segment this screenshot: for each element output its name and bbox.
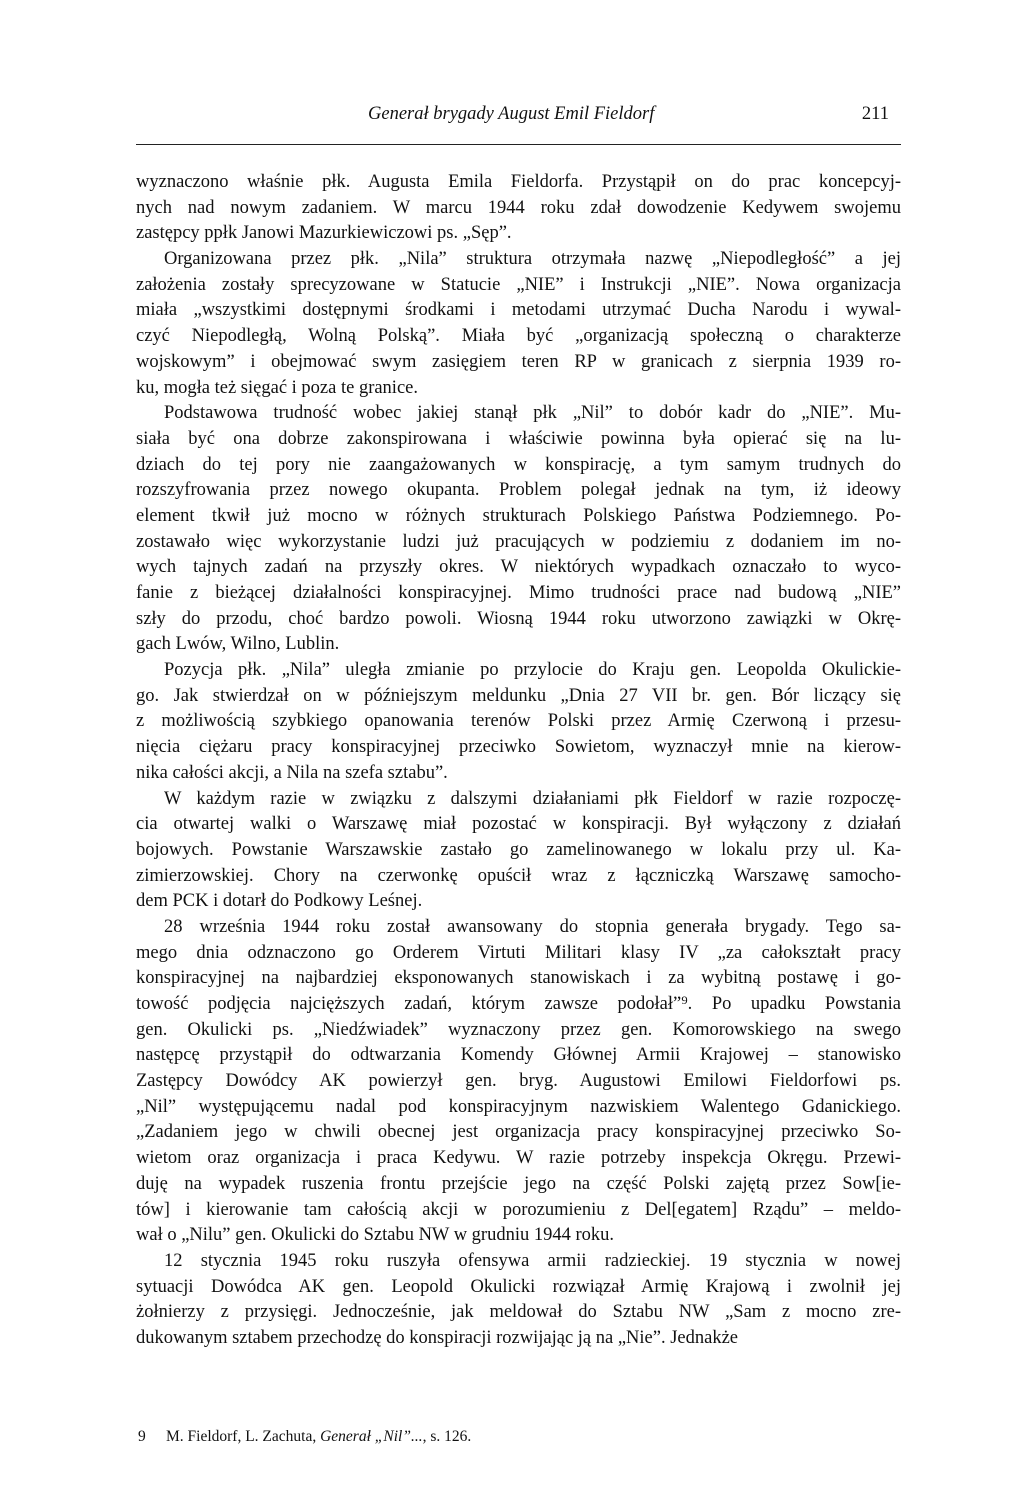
text-line: fanie z bieżącej działalności konspiracyjnej. Mimo trudności prace nad budową „NIE”: [136, 583, 901, 603]
text-line: ku, mogła też sięgać i poza te granice.: [136, 377, 418, 398]
text-line: „Zadaniem jego w chwili obecnej jest organizacja pracy konspiracyjnej przeciwko So-: [136, 1122, 901, 1143]
text-line: dem PCK i dotarł do Podkowy Leśnej.: [136, 891, 423, 912]
header-rule: [136, 144, 901, 145]
text-line: żołnierzy z przysięgi. Jednocześnie, jak meldował do Sztabu NW „Sam z mocno zre-: [136, 1302, 901, 1323]
paragraph: [136, 787, 901, 915]
text-line: zimierzowskiej. Chory na czerwonkę opuścił wraz z łączniczką Warszawę samocho-: [136, 865, 901, 886]
text-line: bojowych. Powstanie Warszawskie zastało go zamelinowanego w lokalu przy ul. Ka-: [136, 839, 901, 860]
text-line: wyznaczono właśnie płk. Augusta Emila Fieldorfa. Przystąpił on do prac koncepcyj-: [136, 172, 901, 192]
text-line: cia otwartej walki o Warszawę miał pozostać w konspiracji. Był wyłączony z działań: [136, 814, 901, 835]
text-line: założenia zostały sprecyzowane w Statucie „NIE” i Instrukcji „NIE”. Nowa organizacja: [136, 274, 901, 295]
text-line: z możliwością szybkiego opanowania terenów Polski przez Armię Czerwoną i przesu-: [136, 711, 901, 732]
paragraph: [136, 247, 901, 401]
footnote-number: 9: [138, 1428, 146, 1445]
text-line: następcę przystąpił do odtwarzania Komendy Głównej Armii Krajowej – stanowisko: [136, 1045, 901, 1066]
text-line: gach Lwów, Wilno, Lublin.: [136, 634, 340, 655]
text-line: dukowanym sztabem przechodzę do konspiracji rozwijając ją na „Nie”. Jednakże: [136, 1327, 739, 1348]
text-line: Zastępcy Dowódcy AK powierzył gen. bryg. Augustowi Emilowi Fieldorfowi ps.: [136, 1071, 901, 1092]
text-line: sytuacji Dowódca AK gen. Leopold Okulicki rozwiązał Armię Krajową i zwolnił jej: [136, 1276, 901, 1297]
text-line: konspiracyjnej na najbardziej eksponowanych stanowiskach i za wybitną postawę i go-: [136, 968, 901, 989]
text-line: wał o „Nilu” gen. Okulicki do Sztabu NW w grudniu 1944 roku.: [136, 1225, 615, 1246]
text-line: go. Jak stwierdzał on w późniejszym meldunku „Dnia 27 VII br. gen. Bór liczący się: [136, 685, 901, 706]
text-line: czyć Niepodległą, Wolną Polską”. Miała być „organizacją społeczną o charakterze: [136, 326, 901, 347]
text-line: mego dnia odznaczono go Orderem Virtuti Militari klasy IV „za całokształt pracy: [136, 942, 901, 963]
running-title: Generał brygady August Emil Fieldorf: [368, 104, 655, 124]
paragraph: [136, 401, 901, 658]
text-line: rozszyfrowania przez nowego okupanta. Problem polegał jednak na tym, iż ideowy: [136, 480, 901, 501]
text-line: 12 stycznia 1945 roku ruszyła ofensywa armii radzieckiej. 19 stycznia w nowej: [164, 1250, 901, 1271]
text-line: zastępcy ppłk Janowi Mazurkiewiczowi ps. „Sęp”.: [136, 223, 512, 244]
text-line: dziach do tej pory nie zaangażowanych w konspirację, a tym samym trudnych do: [136, 454, 901, 475]
text-line: „Nil” występującemu nadal pod konspiracyjnym nazwiskiem Walentego Gdanickiego.: [136, 1096, 901, 1117]
text-line: Podstawowa trudność wobec jakiej stanął płk „Nil” to dobór kadr do „NIE”. Mu-: [164, 403, 901, 424]
text-line: siała być ona dobrze zakonspirowana i właściwie powinna była opierać się na lu-: [136, 428, 901, 449]
paragraph: [136, 170, 901, 247]
footnote-text-after: , s. 126.: [422, 1428, 472, 1445]
text-line: wych tajnych zadań na przyszły okres. W niektórych wypadkach oznaczało to wyco-: [136, 557, 901, 578]
footnote-text-before: M. Fieldorf, L. Zachuta,: [166, 1428, 321, 1445]
paragraph: [136, 658, 901, 786]
text-line: towość podjęcia najcięższych zadań, którym zawsze podołał”⁹. Po upadku Powstania: [136, 994, 901, 1014]
running-header: [136, 104, 901, 150]
text-line: szły do przodu, choć bardzo powoli. Wiosną 1944 roku utworzono zawiązki w Okrę-: [136, 608, 901, 629]
text-line: gen. Okulicki ps. „Niedźwiadek” wyznaczony przez gen. Komorowskiego na swego: [136, 1019, 901, 1040]
text-line: element tkwił już mocno w różnych strukturach Polskiego Państwa Podziemnego. Po-: [136, 505, 901, 526]
text-line: nięcia ciężaru pracy konspiracyjnej przeciwko Sowietom, wyznaczył mnie na kierow-: [136, 737, 901, 758]
text-line: duję na wypadek ruszenia frontu przejście jego na część Polski zajętą przez Sow[ie-: [136, 1173, 901, 1194]
text-line: wietom oraz organizacja i praca Kedywu. W razie potrzeby inspekcja Okręgu. Przewi-: [136, 1148, 901, 1169]
text-line: 28 września 1944 roku został awansowany do stopnia generała brygady. Tego sa-: [164, 916, 901, 937]
body-text: [136, 170, 901, 1352]
text-line: Organizowana przez płk. „Nila” struktura otrzymała nazwę „Niepodległość” a jej: [164, 249, 901, 270]
footnote-title: Generał „Nil”...: [320, 1428, 423, 1445]
text-line: Pozycja płk. „Nila” uległa zmianie po przylocie do Kraju gen. Leopolda Okulickie-: [164, 660, 901, 681]
text-line: wojskowym” i obejmować swym zasięgiem teren RP w granicach z sierpnia 1939 ro-: [136, 351, 901, 372]
page-number: 211: [861, 104, 889, 124]
text-line: zostawało więc wykorzystanie ludzi już pracujących w podziemiu z dodaniem im no-: [136, 531, 901, 552]
footnote: [138, 1428, 471, 1446]
text-line: W każdym razie w związku z dalszymi działaniami płk Fieldorf w razie rozpoczę-: [164, 788, 901, 809]
paragraph: [136, 1249, 901, 1352]
paragraph: [136, 915, 901, 1249]
text-line: nych nad nowym zadaniem. W marcu 1944 roku zdał dowodzenie Kedywem swojemu: [136, 197, 901, 218]
text-line: nika całości akcji, a Nila na szefa sztabu”.: [136, 762, 448, 783]
text-line: tów] i kierowanie tam całością akcji w porozumieniu z Del[egatem] Rządu” – meldo-: [136, 1199, 901, 1220]
text-line: miała „wszystkimi dostępnymi środkami i metodami utrzymać Ducha Narodu i wywal-: [136, 300, 901, 321]
